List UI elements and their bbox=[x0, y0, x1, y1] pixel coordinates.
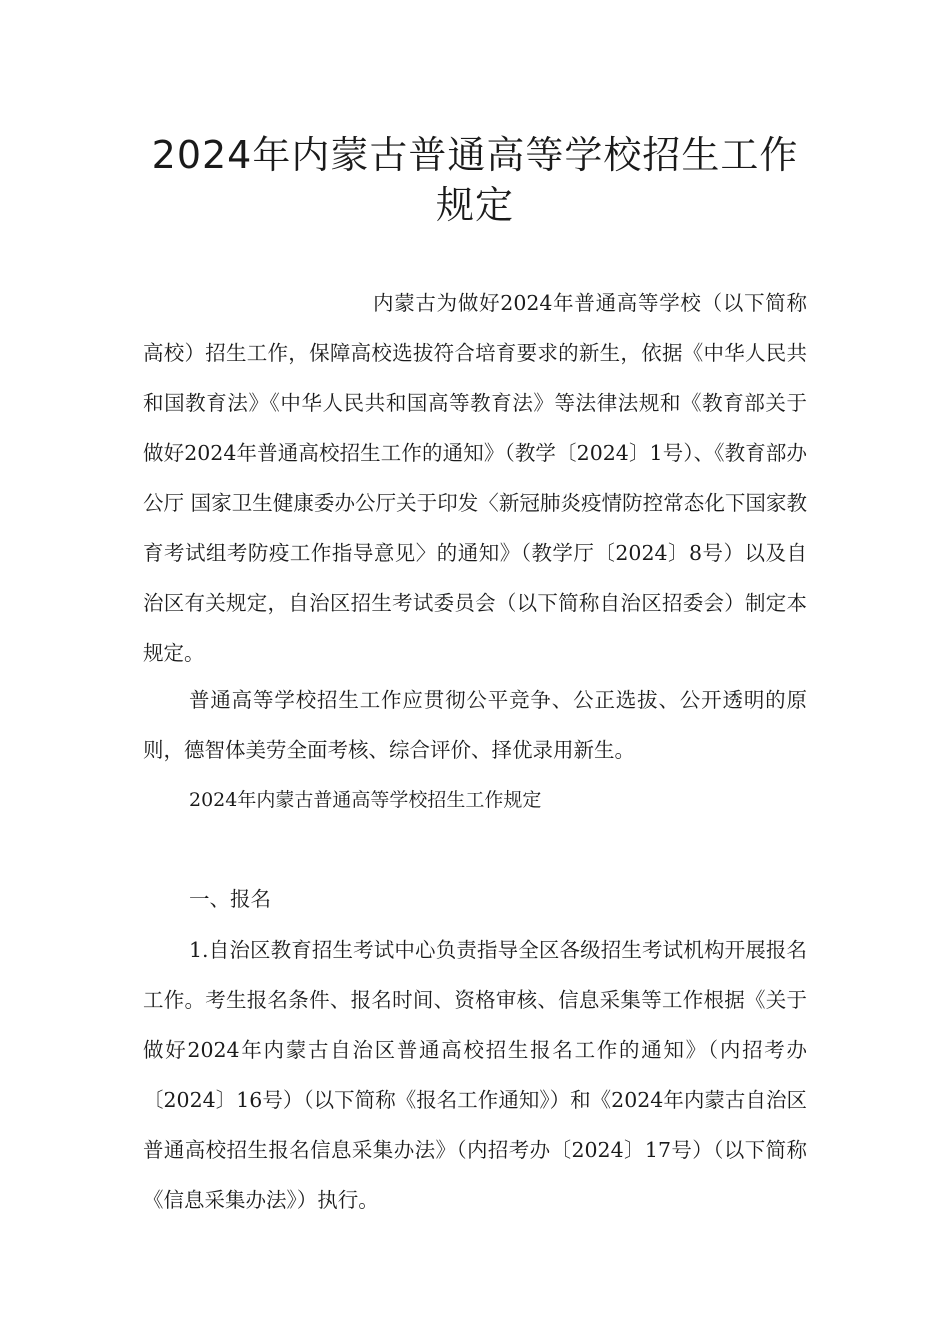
subtitle-line: 2024年内蒙古普通高等学校招生工作规定 bbox=[189, 789, 542, 811]
principle-paragraph: 普通高等学校招生工作应贯彻公平竞争、公正选拔、公开透明的原则，德智体美劳全面考核、综合评价、择优录用新生。 bbox=[143, 688, 807, 762]
section-heading: 一、报名 bbox=[189, 887, 271, 911]
item-1-paragraph: 1.自治区教育招生考试中心负责指导全区各级招生考试机构开展报名工作。考生报名条件、报名时间、资格审核、信息采集等工作根据《关于做好2024年内蒙古自治区普通高校招生报名工作的通知》（内招考办〔2024〕16号）（以下简称《报名工作通知》）和《2024年内蒙古自治区普通高校招生报名信息采集办法》（内招考办〔2024〕17号）（以下简称《信息采集办法》）执行。 bbox=[143, 938, 807, 1212]
document-title: 2024年内蒙古普通高等学校招生工作规定 bbox=[151, 133, 799, 227]
intro-paragraph: 内蒙古为做好2024年普通高等学校（以下简称高校）招生工作，保障高校选拔符合培育要求的新生，依据《中华人民共和国教育法》《中华人民共和国高等教育法》等法律法规和《教育部关于做好2024年普通高校招生工作的通知》（教学〔2024〕1号）、《教育部办公厅 国家卫生健康委办公厅关于印发〈新冠肺炎疫情防控常态化下国家教育考试组考防疫工作指导意见〉的通知》（教学厅〔2024〕8号）以及自治区有关规定，自治区招生考试委员会（以下简称自治区招委会）制定本规定。 bbox=[143, 291, 807, 665]
